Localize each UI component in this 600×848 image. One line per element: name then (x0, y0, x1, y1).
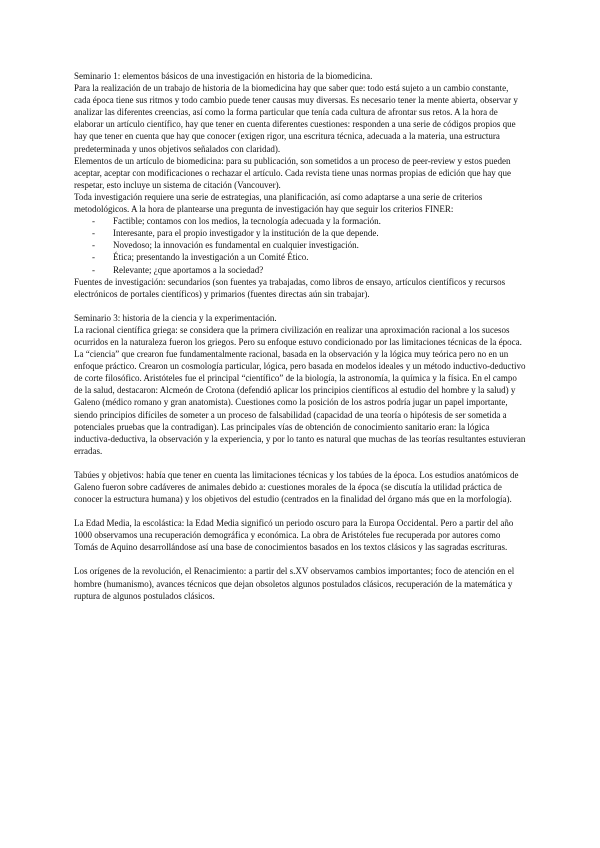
greek-science-paragraph: La racional científica griega: se considera que la primera civilización en realizar una aproximación racional a los sucesos ocurridos en la naturaleza fueron los griegos. Pero su enfoque estuvo condicionado por las limitaciones técnicas de la época. La “ciencia” que crearon fue fundamentalmente racional, basada en la observación y la lógica muy teórica pero no en un enfoque práctico. Crearon un cosmología particular, lógica, pero basada en modelos ideales y un método inductivo-deductivo de corte filosófico. Aristóteles fue el principal “científico” de la biología, la astronomía, la química y la física. En el campo de la salud, destacaron: Alcmeón de Crotona (defendió aplicar los principios científicos al estudio del hombre y la salud) y Galeno (médico romano y gran anatomista). Cuestiones como la posición de los astros podría jugar un papel importante, siendo principios difíciles de someter a un proceso de falsabilidad (capacidad de una teoría o hipótesis de ser sometida a potenciales pruebas que la contradigan). Las principales vías de obtención de conocimiento sanitario eran: la lógica inductiva-deductiva, la observación y la experiencia, y por lo tanto es natural que muchas de las teorías resultantes estuvieran erradas. (74, 324, 526, 456)
finer-item-factible (92, 215, 526, 227)
finer-item-text: Relevante; ¿que aportamos a la sociedad? (113, 264, 264, 275)
bullet-marker: - (92, 264, 95, 275)
bullet-marker: - (92, 240, 95, 251)
seminar-3-title: Seminario 3: historia de la ciencia y la experimentación. (74, 312, 277, 323)
middle-ages-paragraph: La Edad Media, la escolástica: la Edad Media significó un periodo oscuro para la Europa Occidental. Pero a partir del año 1000 observamos una recuperación demográfica y económica. La obra de Aristóteles fue recuperada por autores como Tomás de Aquino desarrollándose así una base de conocimientos basados en los textos clásicos y las sagradas escrituras. (74, 518, 514, 553)
bullet-marker: - (92, 252, 95, 263)
seminar-1-intro-paragraph: Para la realización de un trabajo de historia de la biomedicina hay que saber que: todo está sujeto a un cambio constante, cada época tiene sus ritmos y todo cambio puede tener causas muy diversas. Es necesario tener la mente abierta, observar y analizar las diferentes creencias, así como la forma particular que tenía cada cultura de afrontar sus retos. A la hora de elaborar un artículo científico, hay que tener en cuenta diferentes cuestiones: responden a una serie de códigos propios que hay que tener en cuenta que hay que conocer (exigen rigor, una escritura técnica, adecuada a la materia, una estructura predeterminada y unos objetivos señalados con claridad). (74, 83, 518, 154)
finer-criteria-list (74, 215, 526, 275)
research-strategies-paragraph: Toda investigación requiere una serie de estrategias, una planificación, así como adaptarse a una serie de criterios metodológicos. A la hora de plantearse una pregunta de investigación hay que seguir los criterios FINER: (74, 191, 483, 215)
finer-item-text: Ética; presentando la investigación a un Comité Ético. (113, 252, 309, 263)
renaissance-paragraph: Los orígenes de la revolución, el Renacimiento: a partir del s.XV observamos cambios importantes; foco de atención en el hombre (humanismo), avances técnicos que dejan obsoletos algunos postulados clásicos, recuperación de la matemática y ruptura de algunos postulados clásicos. (74, 566, 515, 601)
seminar-1-body (74, 82, 526, 300)
bullet-marker: - (92, 216, 95, 227)
finer-item-novedoso (92, 239, 526, 251)
research-sources-paragraph: Fuentes de investigación: secundarios (son fuentes ya trabajadas, como libros de ensayo, artículos científicos y recursos electrónicos de portales científicos) y primarios (fuentes directas aún sin trabajar). (74, 276, 506, 299)
finer-item-relevante (92, 264, 526, 276)
finer-item-text: Novedoso; la innovación es fundamental en cualquier investigación. (113, 240, 359, 251)
finer-item-text: Factible; contamos con los medios, la tecnología adecuada y la formación. (113, 216, 381, 227)
finer-item-etica (92, 251, 526, 263)
finer-item-text: Interesante, para el propio investigador y la institución de la que depende. (113, 228, 379, 239)
finer-item-interesante (92, 227, 526, 239)
taboos-objectives-paragraph: Tabúes y objetivos: había que tener en cuenta las limitaciones técnicas y los tabúes de la época. Los estudios anatómicos de Galeno fueron sobre cadáveres de animales debido a: cuestiones morales de la época (se discutía la utilidad práctica de conocer la estructura humana) y los objetivos del estudio (centrados en la finalidad del órgano más que en la morfología). (74, 469, 519, 505)
document-page (74, 70, 526, 614)
seminar-1-title: Seminario 1: elementos básicos de una investigación en historia de la biomedicina. (74, 71, 373, 81)
bullet-marker: - (92, 228, 95, 239)
article-elements-paragraph: Elementos de un artículo de biomedicina: para su publicación, son sometidos a un proceso de peer-review y estos pueden aceptar, aceptar con modificaciones o rechazar el artículo. Cada revista tiene unas normas propias de edición que hay que respetar, esto incluye un sistema de citación (Vancouver). (74, 155, 511, 190)
